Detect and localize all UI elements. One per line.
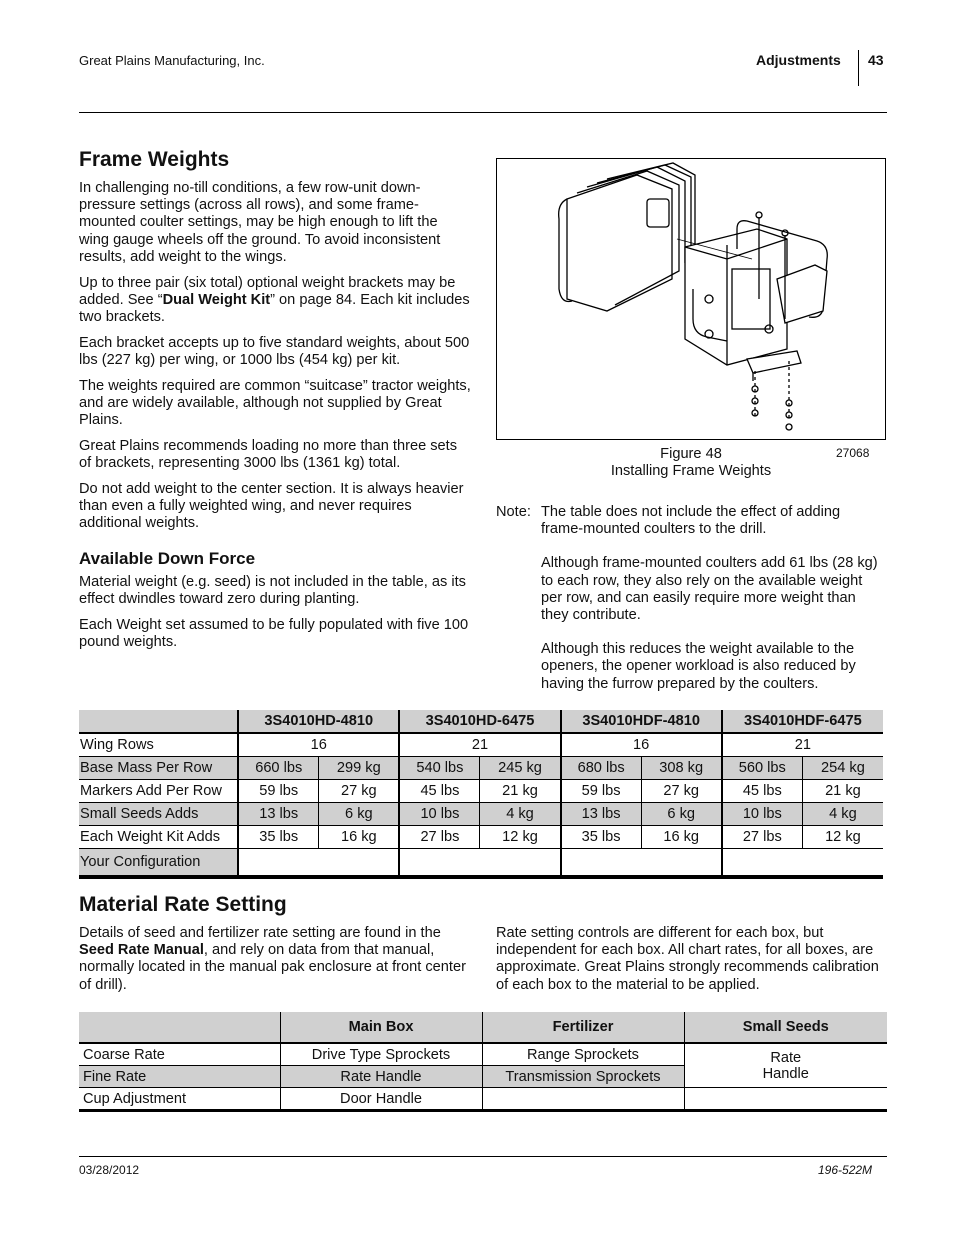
- paragraph: Up to three pair (six total) optional weight brackets may be added. See “Dual Weight Kit” on page 84. Each kit includes two brackets.: [79, 274, 470, 326]
- row-label: Fine Rate: [79, 1066, 280, 1088]
- table-cell: 12 kg: [480, 826, 561, 849]
- table-cell: [684, 1043, 887, 1088]
- down-force-table: [79, 710, 883, 879]
- table-row: [79, 803, 883, 826]
- table-cell: [684, 1088, 887, 1111]
- table-cell: 16: [561, 733, 722, 757]
- paragraph: The weights required are common “suitcase” tractor weights, and are widely available, although not supplied by Great Plains.: [79, 377, 471, 429]
- figure-frame: [496, 158, 886, 440]
- table-cell: 16 kg: [319, 826, 400, 849]
- config-cell: [561, 849, 722, 878]
- down-force-heading: Available Down Force: [79, 549, 256, 568]
- row-label: Your Configuration: [79, 849, 238, 878]
- table-row: [79, 849, 883, 878]
- material-rate-left: [79, 925, 471, 1002]
- table-cell: 21 kg: [802, 780, 883, 803]
- config-cell: [399, 849, 560, 878]
- company-name: Great Plains Manufacturing, Inc.: [79, 53, 265, 68]
- config-cell: [238, 849, 399, 878]
- table-header-row: [79, 1012, 887, 1043]
- figure-caption: [560, 446, 822, 480]
- table-cell: 21: [399, 733, 560, 757]
- paragraph: Do not add weight to the center section. It is always heavier than even a fully weighted wing, and never requires additional weights.: [79, 481, 464, 532]
- row-label: Cup Adjustment: [79, 1088, 280, 1111]
- paragraph: Each Weight set assumed to be fully populated with five 100 pound weights.: [79, 617, 469, 651]
- page-number: 43: [868, 52, 884, 68]
- row-label: Base Mass Per Row: [79, 757, 238, 780]
- header-rule: [79, 112, 887, 113]
- paragraph: Material weight (e.g. seed) is not included in the table, as its effect dwindles toward zero during planting.: [79, 574, 466, 608]
- table-cell: 45 lbs: [399, 780, 480, 803]
- column-header: 3S4010HDF-4810: [561, 710, 722, 733]
- config-cell: [722, 849, 883, 878]
- table-cell: 13 lbs: [238, 803, 319, 826]
- column-header: 3S4010HDF-6475: [722, 710, 883, 733]
- table-cell: 680 lbs: [561, 757, 642, 780]
- table-cell: 27 kg: [319, 780, 400, 803]
- table-cell: 27 lbs: [399, 826, 480, 849]
- small-seeds-line: Rate: [770, 1049, 802, 1066]
- table-cell: 59 lbs: [238, 780, 319, 803]
- table-cell: Rate Handle: [280, 1066, 482, 1088]
- table-row: [79, 826, 883, 849]
- paragraph: Rate setting controls are different for each box, but independent for each box. All chart rates, for all boxes, are approximate. Great Plains strongly recommends calibration of each box to the material to be applied.: [496, 925, 879, 993]
- table-cell: 27 lbs: [722, 826, 803, 849]
- table-cell: 21 kg: [480, 780, 561, 803]
- figure-title: Figure 48: [660, 446, 722, 462]
- table-cell: 59 lbs: [561, 780, 642, 803]
- table-cell: [482, 1088, 684, 1111]
- column-header: Small Seeds: [684, 1012, 887, 1043]
- table-cell: 6 kg: [641, 803, 722, 826]
- paragraph: Great Plains recommends loading no more than three sets of brackets, representing 3000 lbs (1361 kg) total.: [79, 438, 458, 472]
- table-row: [79, 1043, 887, 1066]
- row-label: Wing Rows: [79, 733, 238, 757]
- paragraph: Although frame-mounted coulters add 61 lbs (28 kg) to each row, they also rely on the available weight per row, and can easily require more weight than they contribute.: [541, 555, 878, 624]
- table-header-row: [79, 710, 883, 733]
- seed-rate-manual-ref: Seed Rate Manual: [79, 942, 204, 959]
- footer-doc-number: 196-522M: [818, 1163, 873, 1177]
- table-cell: 6 kg: [319, 803, 400, 826]
- row-label: Markers Add Per Row: [79, 780, 238, 803]
- table-cell: 299 kg: [319, 757, 400, 780]
- section-title: Adjustments: [756, 52, 841, 68]
- figure-subtitle: Installing Frame Weights: [610, 463, 772, 480]
- row-label: Each Weight Kit Adds: [79, 826, 238, 849]
- frame-weights-body: [79, 180, 471, 541]
- footer-date: 03/28/2012: [79, 1163, 140, 1177]
- frame-weights-heading: Frame Weights: [79, 148, 230, 171]
- footer-rule: [79, 1156, 887, 1157]
- down-force-body: [79, 574, 471, 660]
- rate-setting-table: [79, 1012, 887, 1112]
- paragraph: The table does not include the effect of adding frame-mounted coulters to the drill.: [541, 504, 841, 538]
- table-cell: 35 lbs: [238, 826, 319, 849]
- column-header: Fertilizer: [482, 1012, 684, 1043]
- table-row: [79, 733, 883, 757]
- table-cell: 10 lbs: [722, 803, 803, 826]
- paragraph: Although this reduces the weight available to the openers, the opener workload is also reduced by having the furrow prepared by the coulters.: [541, 641, 856, 692]
- column-header: 3S4010HD-6475: [399, 710, 560, 733]
- material-rate-heading: Material Rate Setting: [79, 893, 287, 916]
- note-body: [541, 504, 886, 710]
- table-cell: 45 lbs: [722, 780, 803, 803]
- column-header: Main Box: [280, 1012, 482, 1043]
- table-cell: 27 kg: [641, 780, 722, 803]
- paragraph: In challenging no-till conditions, a few row-unit down-pressure settings (across all rows), and some frame-mounted coulter settings, may be high enough to lift the wing gauge wheels off the ground. To avoid inconsistent results, add weight to the wings.: [79, 180, 441, 265]
- table-cell: 16 kg: [641, 826, 722, 849]
- header-divider: [858, 50, 859, 86]
- note-label: Note:: [496, 504, 531, 520]
- table-row: [79, 1088, 887, 1111]
- table-row: [79, 757, 883, 780]
- table-cell: 10 lbs: [399, 803, 480, 826]
- frame-weights-illustration: [497, 159, 885, 439]
- table-cell: 254 kg: [802, 757, 883, 780]
- table-cell: 660 lbs: [238, 757, 319, 780]
- material-rate-right: [496, 925, 888, 1002]
- figure-number: 27068: [836, 446, 870, 460]
- row-label: Coarse Rate: [79, 1043, 280, 1066]
- table-cell: 4 kg: [480, 803, 561, 826]
- paragraph: Details of seed and fertilizer rate setting are found in the Seed Rate Manual, and rely on data from that manual, normally located in the manual pak enclosure at front center of drill).: [79, 925, 466, 993]
- column-header: 3S4010HD-4810: [238, 710, 399, 733]
- table-row: [79, 780, 883, 803]
- table-cell: 16: [238, 733, 399, 757]
- table-cell: 21: [722, 733, 883, 757]
- table-cell: 308 kg: [641, 757, 722, 780]
- paragraph: Each bracket accepts up to five standard weights, about 500 lbs (227 kg) per wing, or 1000 lbs (454 kg) per kit.: [79, 334, 470, 369]
- table-cell: 4 kg: [802, 803, 883, 826]
- table-cell: 35 lbs: [561, 826, 642, 849]
- table-cell: Door Handle: [280, 1088, 482, 1111]
- row-label: Small Seeds Adds: [79, 803, 238, 826]
- table-cell: 560 lbs: [722, 757, 803, 780]
- small-seeds-line: Handle: [762, 1065, 809, 1082]
- table-cell: 13 lbs: [561, 803, 642, 826]
- table-cell: Transmission Sprockets: [482, 1066, 684, 1088]
- table-cell: 245 kg: [480, 757, 561, 780]
- table-cell: 12 kg: [802, 826, 883, 849]
- table-cell: Drive Type Sprockets: [280, 1043, 482, 1066]
- table-cell: Range Sprockets: [482, 1043, 684, 1066]
- table-cell: 540 lbs: [399, 757, 480, 780]
- dual-weight-kit-link: Dual Weight Kit: [162, 291, 271, 308]
